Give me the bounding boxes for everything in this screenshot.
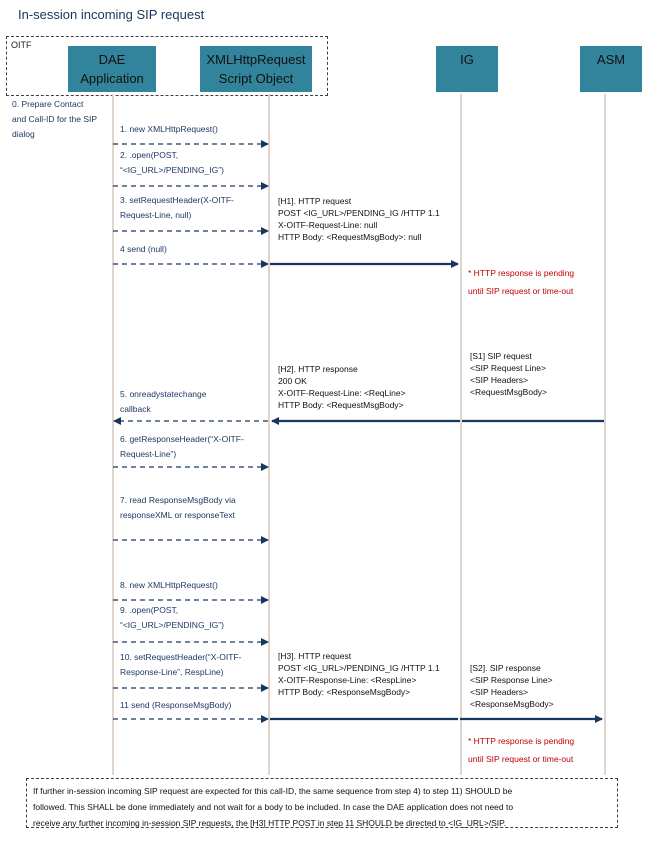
step7-label: 7. read ResponseMsgBody via responseXML or responseText: [120, 495, 236, 520]
footer-note: If further in-session incoming SIP request are expected for this call-ID, the same sequence from step 4) to step 11) SHOULD be followed. This SHALL be done immediately and not wait for a body to be included. In case the DAE application does not need to receive any further incoming in-session SIP requests, the [H3] HTTP POST in step 11 SHOULD be directed to <IG_URL>/SIP.: [26, 778, 618, 828]
h1-message: [H1]. HTTP request POST <IG_URL>/PENDING_IG /HTTP 1.1 X-OITF-Request-Line: null HTTP Body: <RequestMsgBody>: null: [278, 196, 440, 242]
actor-ig-label: IG: [460, 52, 474, 67]
step5-label: 5. onreadystatechange callback: [120, 389, 207, 414]
step3-label: 3. setRequestHeader(X-OITF- Request-Line, null): [120, 195, 234, 220]
actor-dae-line2: Application: [80, 71, 144, 86]
actor-dae-line1: DAE: [98, 52, 126, 67]
oitf-label: OITF: [11, 40, 32, 50]
step9-label: 9. .open(POST, “<IG_URL>/PENDING_IG”): [120, 605, 224, 630]
step1-label: 1. new XMLHttpRequest(): [120, 124, 218, 134]
step6-label: 6. getResponseHeader(“X-OITF- Request-Line”): [120, 434, 244, 459]
step0-label: 0. Prepare Contact and Call-ID for the SIP dialog: [12, 99, 98, 139]
step2-label: 2. .open(POST, “<IG_URL>/PENDING_IG”): [120, 150, 224, 175]
h2-message: [H2]. HTTP response 200 OK X-OITF-Request-Line: <ReqLine> HTTP Body: <RequestMsgBody>: [278, 364, 406, 410]
step4-label: 4 send (null): [120, 244, 167, 254]
actor-asm-label: ASM: [596, 52, 626, 67]
step8-label: 8. new XMLHttpRequest(): [120, 580, 218, 590]
step10-label: 10. setRequestHeader(“X-OITF- Response-Line”, RespLine): [120, 652, 242, 677]
h3-message: [H3]. HTTP request POST <IG_URL>/PENDING_IG /HTTP 1.1 X-OITF-Response-Line: <RespLine> HTTP Body: <ResponseMsgBody>: [278, 651, 440, 697]
pending-note-2: * HTTP response is pending until SIP request or time-out: [468, 736, 575, 764]
diagram-title: In-session incoming SIP request: [18, 7, 205, 22]
actor-xhr-line1: XMLHttpRequest: [206, 52, 306, 67]
actor-xhr-line2: Script Object: [218, 71, 294, 86]
pending-note-1: * HTTP response is pending until SIP request or time-out: [468, 268, 575, 296]
s2-sip-message: [S2]. SIP response <SIP Response Line> <SIP Headers> <ResponseMsgBody>: [470, 663, 554, 709]
step11-label: 11 send (ResponseMsgBody): [120, 700, 232, 710]
s1-sip-message: [S1] SIP request <SIP Request Line> <SIP Headers> <RequestMsgBody>: [470, 351, 548, 397]
